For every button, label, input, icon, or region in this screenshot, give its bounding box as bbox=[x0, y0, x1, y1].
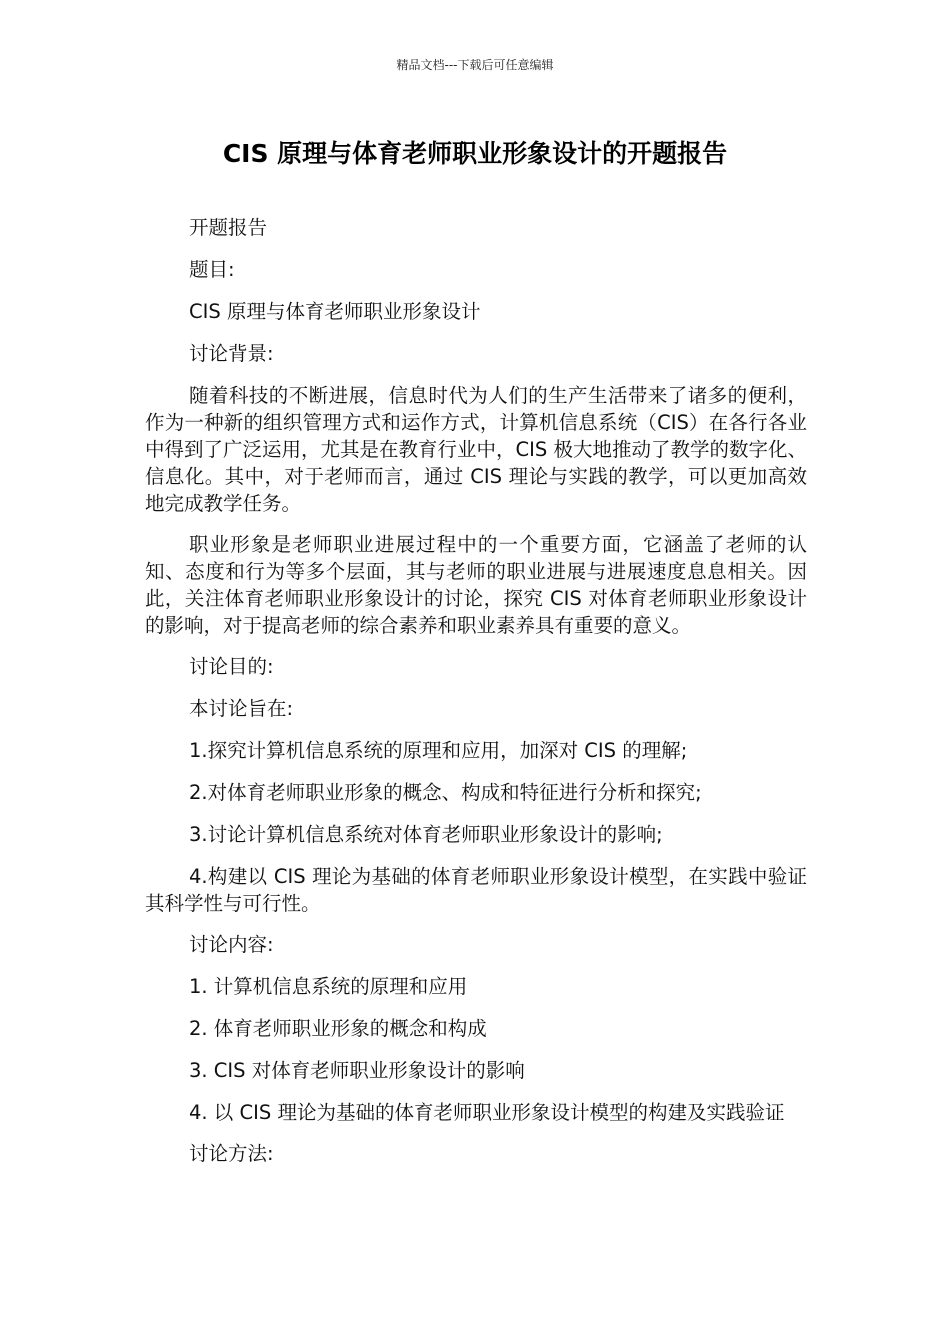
paragraph-content-item-1: 1. 计算机信息系统的原理和应用 bbox=[189, 975, 468, 998]
paragraph-background-1: 随着科技的不断进展，信息时代为人们的生产生活带来了诸多的便利，作为一种新的组织管理方式和运作方式，计算机信息系统（CIS）在各行各业中得到了广泛运用，尤其是在教育行业中，CIS 极大地推动了教学的数字化、信息化。其中，对于老师而言，通过 CIS 理论与实践的教学，可以更加高效地完成教学任务。 bbox=[145, 384, 807, 515]
document-title: CIS 原理与体育老师职业形象设计的开题报告 bbox=[222, 139, 728, 168]
paragraph-content-item-2: 2. 体育老师职业形象的概念和构成 bbox=[189, 1017, 487, 1040]
paragraph-purpose-heading: 讨论目的: bbox=[189, 655, 274, 678]
paragraph-purpose-item-2: 2.对体育老师职业形象的概念、构成和特征进行分析和探究; bbox=[189, 781, 702, 804]
paragraph-purpose-item-3: 3.讨论计算机信息系统对体育老师职业形象设计的影响; bbox=[189, 823, 663, 846]
paragraph-background-heading: 讨论背景: bbox=[189, 342, 274, 365]
paragraph-content-item-3: 3. CIS 对体育老师职业形象设计的影响 bbox=[189, 1059, 525, 1082]
paragraph-content-heading: 讨论内容: bbox=[189, 933, 274, 956]
paragraph-report-label: 开题报告 bbox=[189, 216, 268, 239]
paragraph-purpose-item-4: 4.构建以 CIS 理论为基础的体育老师职业形象设计模型，在实践中验证其科学性与可行性。 bbox=[145, 865, 807, 915]
paragraph-background-2: 职业形象是老师职业进展过程中的一个重要方面，它涵盖了老师的认知、态度和行为等多个层面，其与老师的职业进展与进展速度息息相关。因此，关注体育老师职业形象设计的讨论，探究 CIS 对体育老师职业形象设计的影响，对于提高老师的综合素养和职业素养具有重要的意义。 bbox=[145, 533, 807, 637]
paragraph-purpose-intro: 本讨论旨在: bbox=[189, 697, 294, 720]
paragraph-topic-value: CIS 原理与体育老师职业形象设计 bbox=[189, 300, 481, 323]
header-note: 精品文档---下载后可任意编辑 bbox=[396, 58, 554, 72]
document-body bbox=[145, 214, 807, 1182]
paragraph-purpose-item-1: 1.探究计算机信息系统的原理和应用，加深对 CIS 的理解; bbox=[189, 739, 688, 762]
paragraph-content-item-4: 4. 以 CIS 理论为基础的体育老师职业形象设计模型的构建及实践验证 bbox=[189, 1101, 785, 1124]
paragraph-topic-label: 题目: bbox=[189, 258, 235, 281]
paragraph-method-heading: 讨论方法: bbox=[189, 1142, 274, 1165]
